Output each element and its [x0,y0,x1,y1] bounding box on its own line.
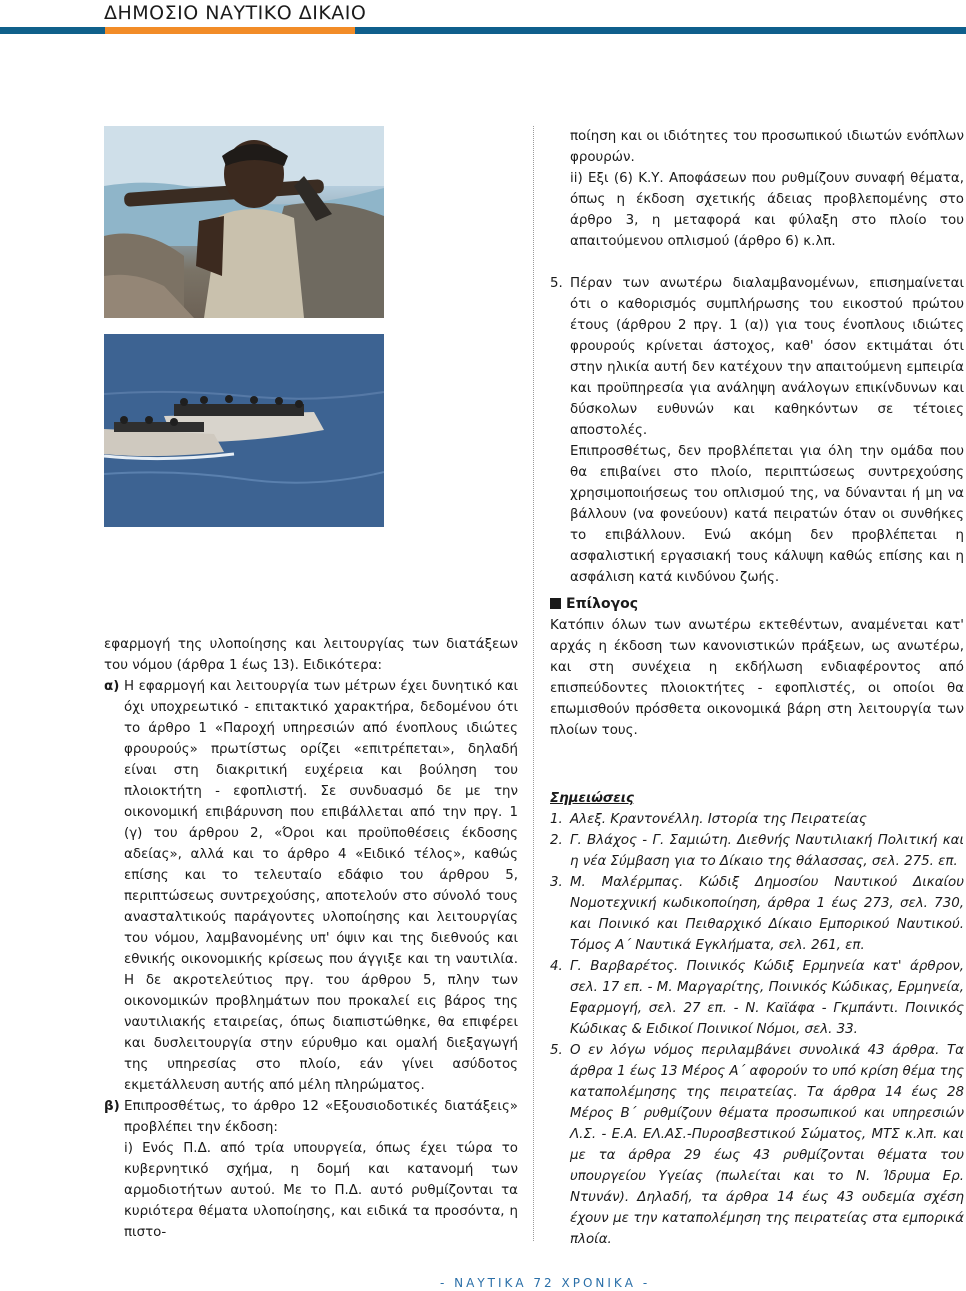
item-b [104,1096,518,1243]
page-footer: - ΝΑΥΤΙΚΑ 72 ΧΡΟΝΙΚΑ - [440,1276,651,1290]
point-5-text2: Επιπροσθέτως, δεν προβλέπεται για όλη την ομάδα που θα επιβαίνει στο πλοίο, περιπτώσεως συντρεχούσης χρησιμοποιήσεως του οπλισμού της, να δύνανται ή μη να βάλλουν (να φονεύουν) κατά πειρατών όταν οι συνθήκες το επιβάλλουν. Ενώ ακόμη δεν προβλέπεται η ασφαλιστική εργασιακή τους κάλυψη καθώς επίσης και η ασφάλιση κατά κινδύνου ζωής. [570,444,964,585]
pirate-photo [104,126,384,318]
note-text: Μ. Μαλέρμπας. Κώδιξ Δημοσίου Ναυτικού Δικαίου Νομοτεχνική κωδικοποίηση, άρθρα 1 έως 273, σελ. 730, και Ποινικό και Πειθαρχικό Δίκαιο Εμπορικού Ναυτικού. Τόμος Α΄ Ναυτικά Εγκλήματα, σελ. 261, επ. [570,875,964,953]
note-number: 3. [550,875,563,890]
header-bar-left [0,27,105,34]
page-header-title: ΔΗΜΟΣΙΟ ΝΑΥΤΙΚΟ ΔΙΚΑΙΟ [104,2,367,24]
notes-list [550,809,964,1250]
column-divider [533,126,534,1241]
item-a-text: Η εφαρμογή και λειτουργία των μέτρων έχει δυνητικό και όχι υποχρεωτικό - επιτακτικό χαρακτήρα, δεδομένου ότι το άρθρο 1 «Παροχή υπηρεσιών από ένοπλους ιδιώτες φρουρούς» πρωτίστως ορίζει «επιτρέπεται», δηλαδή είναι στη διακριτική ευχέρεια και βούληση του πλοιοκτήτη - εφοπλιστή. Σε συνδυασμό δε με την οικονομική επιβάρυνση που επιβάλλεται από την πργ. 1 (γ) του άρθρου 2, «Όροι και προϋποθέσεις έκδοσης αδείας», αλλά και το άρθρο 4 «Ειδικό τέλος», καθώς επίσης και το τελευταίο εδάφιο του άρθρου 5, περιπτώσεως συντρεχούσης, αποτελούν στο σύνολό τους ανασταλτικούς παράγοντες υλοποίησης και λειτουργίας του νόμου, λαμβανομένης υπ' όψιν και της διεθνούς και εθνικής οικονομικής κρίσεως που άγγιξε και τη ναυτιλία. Η δε ακροτελεύτιος πργ. του άρθρου 5, πλην των οικονομικών προβλημάτων που προκαλεί εις βάρος της ναυτιλιακής εταιρείας, όπως διαπιστώθηκε, θα επιφέρει και δυσλειτουργία στην εύρυθμο και ομαλή διεξαγωγή της υπηρεσίας στο πλοίο, εάν γίνει ασύδοτος εκμετάλλευση αυτής από μέλη πληρώματος. [124,679,518,1093]
header-bar-right [355,27,966,34]
point-5-text: Πέραν των ανωτέρω διαλαμβανομένων, επισημαίνεται ότι ο καθορισμός συμπλήρωσης του εικοστού πρώτου έτους (άρθρου 2 πργ. 1 (α)) για τους ένοπλους ιδιώτες φρουρούς κρίνεται άστοχος, καθ' όσον εκτιμάται ότι στην ηλικία αυτή δεν κατέχουν την απαιτούμενη εμπειρία και προϋπηρεσία για ανάληψη ανάλογων επικίνδυνων και δύσκολων ευθυνών και καθηκόντων σε τέτοιες αποστολές. [570,276,964,438]
note-item [550,830,964,872]
cont-text: ποίηση και οι ιδιότητες του προσωπικού ιδιωτών ενόπλων φρουρών. [570,129,964,165]
note-text: Γ. Βλάχος - Γ. Σαμιώτη. Διεθνής Ναυτιλιακή Πολιτική και η νέα Σύμβαση για το Δίκαιο της θάλασσας, σελ. 275. επ. [570,833,964,869]
item-b-text: Επιπροσθέτως, το άρθρο 12 «Εξουσιοδοτικές διατάξεις» προβλέπει την έκδοση: [124,1099,518,1135]
point-5 [550,273,964,588]
right-column [550,126,964,588]
item-a [104,676,518,1096]
notes-title: Σημειώσεις [550,791,634,806]
note-item [550,1040,964,1250]
epilogue-title: Επίλογος [566,596,639,612]
item-a-label: α) [104,679,120,694]
header-bar-accent [105,27,355,34]
notes-section [550,788,964,1250]
note-text: Ο εν λόγω νόμος περιλαμβάνει συνολικά 43 άρθρα. Τα άρθρα 1 έως 13 Μέρος Α΄ αφορούν το υπό κρίση θέμα της καταπολέμησης της πειρατείας. Τα άρθρα 14 έως 28 Μέρος Β΄ ρυθμίζουν θέματα προσωπικού και υπηρεσιών Λ.Σ. - Ε.Α. ΕΛ.ΑΣ.-Πυροσβεστικού Σώματος, ΜΤΣ κ.λπ. και με τα άρθρα 29 έως 43 ρυθμίζονται θέματα του υπουργείου Υγείας (πωλείται και το Ν. Ίδρυμα Ερ. Ντυνάν). Δηλαδή, τα άρθρα 14 έως 43 ουδεμία σχέση έχουν με την καταπολέμηση της πειρατείας στα εμπορικά πλοία. [570,1043,964,1247]
note-item [550,809,964,830]
pirate-boat-photo-drawing [104,334,384,527]
note-number: 1. [550,812,563,827]
note-number: 2. [550,833,563,848]
note-number: 5. [550,1043,563,1058]
note-item [550,956,964,1040]
epilogue-heading [550,594,964,615]
point-5-label: 5. [550,276,563,291]
cont-block [550,126,964,252]
pirate-boat-photo [104,334,384,527]
epilogue-text: Κατόπιν όλων των ανωτέρω εκτεθέντων, αναμένεται κατ' αρχάς η έκδοση των κανονιστικών πράξεων, ως ανωτέρω, και στη συνέχεια η εκδήλωση ενδιαφέροντος από επισπεύδοντες πλοιοκτήτες - εφοπλιστές, οι οποίοι θα επωμισθούν πρόσθετα οικονομικά βάρη στη λειτουργία των πλοίων τους. [550,618,964,738]
item-b-sub: i) Ενός Π.Δ. από τρία υπουργεία, όπως έχει τώρα το κυβερνητικό σχήμα, η δομή και κατανομή των αρμοδιοτήτων αυτού. Με το Π.Δ. αυτό ρυθμίζονται τα κυριότερα θέματα υλοποίησης, και ειδικά τα προσόντα, η πιστο- [124,1141,518,1240]
pirate-photo-drawing [104,126,384,318]
note-number: 4. [550,959,563,974]
note-text: Γ. Βαρβαρέτος. Ποινικός Κώδιξ Ερμηνεία κατ' άρθρον, σελ. 17 επ. - Μ. Μαργαρίτης, Ποινικός Κώδικας, Ερμηνεία, Εφαρμογή, σελ. 27 επ. - Ν. Καϊάφα - Γκμπάντι. Ποινικός Κώδικας & Ειδικοί Ποινικοί Νόμοι, σελ. 33. [570,959,964,1037]
left-column [104,634,518,1243]
note-item [550,872,964,956]
square-bullet-icon [550,598,561,609]
note-text: Αλεξ. Κραντονέλλη. Ιστορία της Πειρατείας [570,812,867,827]
item-b-label: β) [104,1099,120,1114]
epilogue-section [550,594,964,741]
left-intro: εφαρμογή της υλοποίησης και λειτουργίας των διατάξεων του νόμου (άρθρα 1 έως 13). Ειδικότερα: [104,637,518,673]
item-ii-text: ii) Εξι (6) Κ.Υ. Αποφάσεων που ρυθμίζουν συναφή θέματα, όπως η έκδοση σχετικής άδειας προβλεπομένης στο άρθρο 3, η μεταφορά και φύλαξη στο πλοίο του απαιτούμενου οπλισμού (άρθρο 6) κ.λπ. [570,171,964,249]
